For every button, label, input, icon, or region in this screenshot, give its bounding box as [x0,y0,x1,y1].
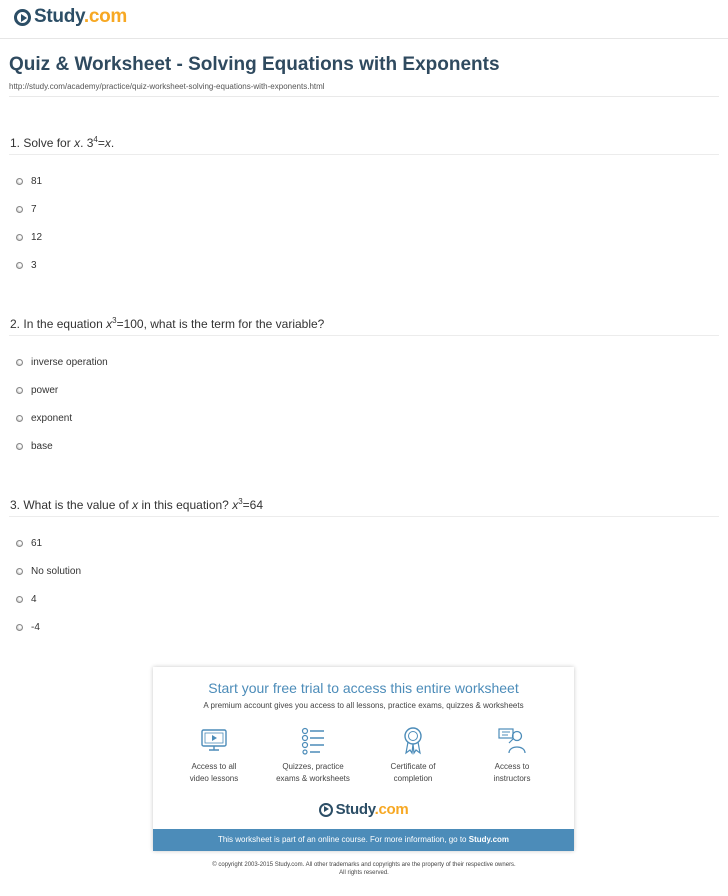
play-logo-icon [319,803,333,817]
radio-button[interactable] [16,415,23,422]
q1-option-c[interactable]: 12 [16,232,42,243]
radio-button[interactable] [16,540,23,547]
q3-option-c[interactable]: 4 [16,594,37,605]
q3-option-b[interactable]: No solution [16,566,81,577]
radio-button[interactable] [16,443,23,450]
feature-instructors: Access to instructors [462,725,562,785]
header-divider [0,38,728,39]
promo-subheading: A premium account gives you access to all lessons, practice exams, quizzes & worksheets [203,701,524,710]
title-divider [9,96,719,97]
play-logo-icon [14,9,31,26]
feature-certificate: Certificate of completion [363,725,463,785]
promo-heading[interactable]: Start your free trial to access this entire worksheet [208,680,519,696]
question-1: 1. Solve for x. $3^4=x$. [10,135,115,150]
radio-button[interactable] [16,206,23,213]
q1-option-a[interactable]: 81 [16,176,42,187]
question-divider [9,516,719,517]
page-title: Quiz & Worksheet - Solving Equations with Exponents [9,54,500,75]
study-link[interactable]: Study.com [468,835,510,844]
quiz-list-icon [298,725,328,755]
copyright-footer: © copyright 2003-2015 Study.com. All other trademarks and copyrights are the property of their respective owners. All rights reserved. [212,862,516,876]
q2-option-c[interactable]: exponent [16,413,72,424]
q3-option-d[interactable]: -4 [16,622,40,633]
certificate-icon [398,725,428,755]
logo-wordmark: Study.com [34,6,128,27]
radio-button[interactable] [16,234,23,241]
free-trial-promo [153,667,574,851]
instructor-icon [497,725,527,755]
feature-video-lessons: Access to all video lessons [164,725,264,785]
question-divider [9,154,719,155]
radio-button[interactable] [16,178,23,185]
question-3: 3. What is the value of x in this equation? $x^3=64$ [10,497,263,512]
feature-quizzes: Quizzes, practice exams & worksheets [263,725,363,785]
radio-button[interactable] [16,262,23,269]
q2-option-a[interactable]: inverse operation [16,357,108,368]
q2-option-d[interactable]: base [16,441,53,452]
radio-button[interactable] [16,359,23,366]
question-divider [9,335,719,336]
q1-option-b[interactable]: 7 [16,204,37,215]
radio-button[interactable] [16,596,23,603]
q3-option-a[interactable]: 61 [16,538,42,549]
promo-info-bar: This worksheet is part of an online course. For more information, go to Study.com [153,829,574,851]
study-logo[interactable] [14,6,127,28]
video-lesson-icon [199,725,229,755]
promo-study-logo: Study.com [153,801,574,818]
radio-button[interactable] [16,568,23,575]
q2-option-b[interactable]: power [16,385,58,396]
page-url: http://study.com/academy/practice/quiz-worksheet-solving-equations-with-exponents.html [9,82,325,91]
q1-option-d[interactable]: 3 [16,260,37,271]
radio-button[interactable] [16,387,23,394]
question-2: 2. In the equation $x^3=100$, what is the term for the variable? [10,316,325,331]
radio-button[interactable] [16,624,23,631]
